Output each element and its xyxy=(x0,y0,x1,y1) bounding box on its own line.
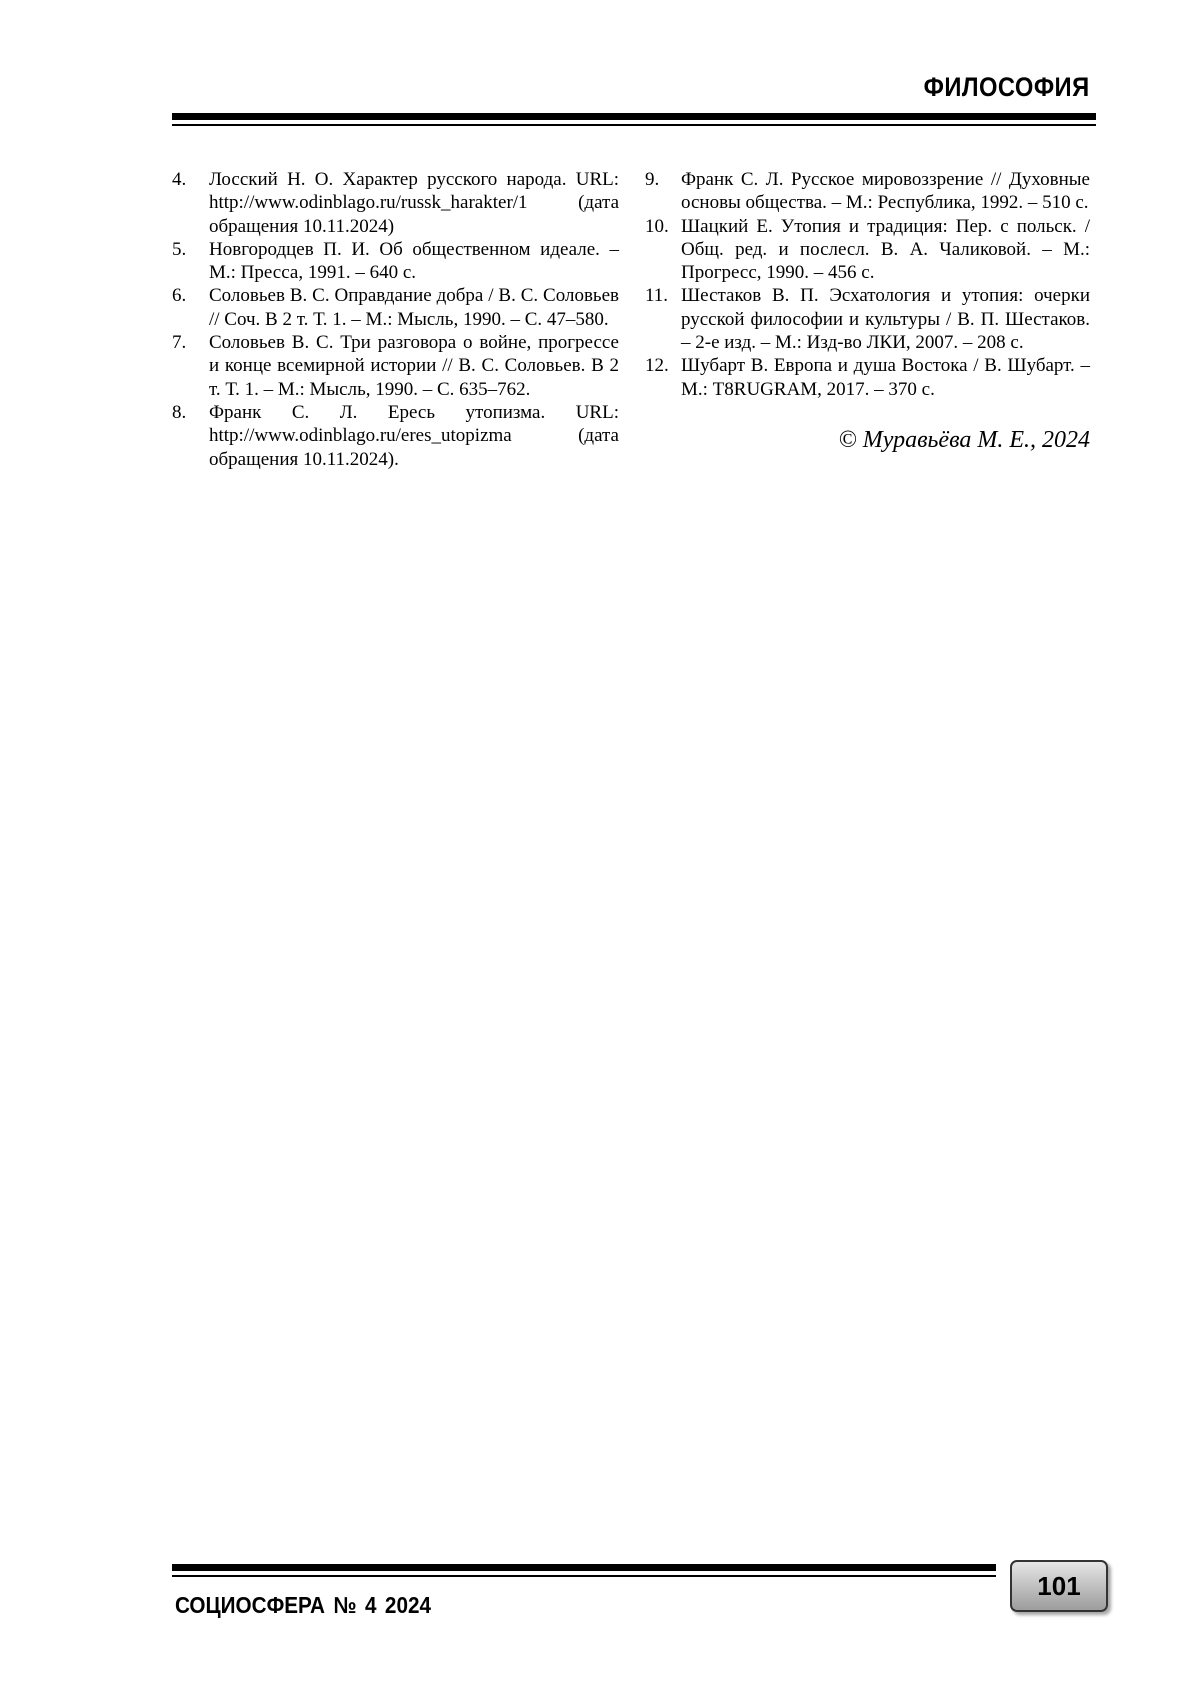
reference-number: 10. xyxy=(645,215,669,237)
reference-item xyxy=(645,284,1090,354)
page-number: 101 xyxy=(1037,1570,1081,1601)
reference-item xyxy=(172,401,619,471)
header-rule-thin xyxy=(172,124,1096,126)
reference-number: 9. xyxy=(645,169,660,190)
reference-item xyxy=(645,168,1090,215)
section-title: ФИЛОСОФИЯ xyxy=(924,72,1090,102)
reference-text: Франк С. Л. Ересь утопизма. URL: http://www.odinblago.ru/eres_utopizma (дата обращения 10.11.2024). xyxy=(209,401,619,470)
references-left-column xyxy=(172,168,619,471)
copyright-notice: © Муравьёва М. Е., 2024 xyxy=(838,426,1090,453)
reference-text: Соловьев В. С. Три разговора о войне, прогрессе и конце всемирной истории // В. С. Соловьев. В 2 т. Т. 1. – М.: Мысль, 1990. – С. 635–762. xyxy=(209,332,619,400)
reference-number: 7. xyxy=(172,332,187,354)
reference-text: Шацкий Е. Утопия и традиция: Пер. с польск. / Общ. ред. и послесл. В. А. Чаликовой. – М.: Прогресс, 1990. – 456 с. xyxy=(681,215,1090,284)
reference-number: 8. xyxy=(172,401,187,423)
references-right-column xyxy=(645,168,1090,454)
reference-text: Лосский Н. О. Характер русского народа. URL: http://www.odinblago.ru/russk_harakter/1 (дата обращения 10.11.2024) xyxy=(209,169,619,237)
reference-number: 4. xyxy=(172,169,187,190)
reference-number: 6. xyxy=(172,285,187,307)
reference-text: Соловьев В. С. Оправдание добра / В. С. Соловьев // Соч. В 2 т. Т. 1. – М.: Мысль, 1990. – С. 47–580. xyxy=(209,285,619,330)
reference-item xyxy=(172,331,619,401)
reference-text: Новгородцев П. И. Об общественном идеале. – М.: Пресса, 1991. – 640 с. xyxy=(209,238,619,284)
reference-text: Шубарт В. Европа и душа Востока / В. Шубарт. – М.: T8RUGRAM, 2017. – 370 с. xyxy=(681,355,1090,400)
reference-number: 5. xyxy=(172,238,187,260)
reference-item xyxy=(645,354,1090,401)
footer-rule-thick xyxy=(172,1564,996,1571)
reference-item xyxy=(645,215,1090,285)
page-number-badge xyxy=(1010,1560,1108,1612)
reference-number: 11. xyxy=(645,285,669,307)
footer-rule-thin xyxy=(172,1575,996,1577)
reference-text: Франк С. Л. Русское мировоззрение // Духовные основы общества. – М.: Республика, 1992. – 510 с. xyxy=(681,169,1090,214)
reference-item xyxy=(172,238,619,285)
reference-text: Шестаков В. П. Эсхатология и утопия: очерки русской философии и культуры / В. П. Шестаков. – 2-е изд. – М.: Изд-во ЛКИ, 2007. – 208 с. xyxy=(681,285,1090,354)
header-rule-thick xyxy=(172,113,1096,120)
reference-item xyxy=(172,284,619,331)
reference-item xyxy=(172,168,619,238)
reference-number: 12. xyxy=(645,355,669,377)
journal-title: СОЦИОСФЕРА № 4 2024 xyxy=(175,1592,431,1618)
